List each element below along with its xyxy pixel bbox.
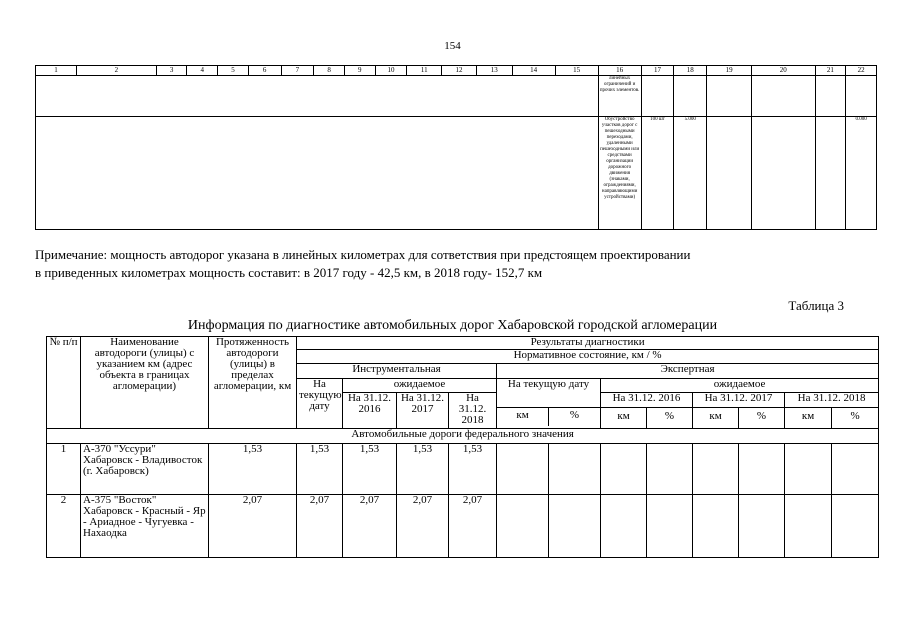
header-instr-2016: На 31.12. 2016 bbox=[343, 393, 397, 429]
empty-cell bbox=[601, 444, 647, 495]
row-instr-2018: 1,53 bbox=[449, 444, 497, 495]
empty-cell bbox=[785, 444, 832, 495]
table-label: Таблица 3 bbox=[788, 298, 844, 313]
empty-cell bbox=[846, 76, 877, 117]
column-number-cell: 16 bbox=[598, 66, 641, 76]
table-title: Информация по диагностике автомобильных дорог Хабаровской городской агломерации bbox=[187, 318, 718, 333]
row-num: 1 bbox=[47, 444, 81, 495]
row-instr-current: 1,53 bbox=[297, 444, 343, 495]
header-instrumental: Инструментальная bbox=[297, 364, 497, 379]
header-exp-2018-label: На 31.12. 2018 bbox=[797, 392, 866, 404]
empty-cell bbox=[832, 444, 879, 495]
header-instr-2017: На 31.12. 2017 bbox=[397, 393, 449, 429]
column-number-cell: 7 bbox=[281, 66, 314, 76]
row-length: 2,07 bbox=[209, 495, 297, 558]
empty-cell bbox=[815, 76, 846, 117]
header-exp-2016-pct: % bbox=[664, 410, 675, 422]
empty-cell bbox=[707, 76, 752, 117]
cell-col18-row2: 5.000 bbox=[674, 117, 707, 230]
empty-cell bbox=[785, 495, 832, 558]
column-number-row bbox=[36, 66, 877, 76]
empty-cell bbox=[739, 495, 785, 558]
cell-col22-row2: 0.000 bbox=[846, 117, 877, 230]
row-num: 2 bbox=[47, 495, 81, 558]
empty-cell bbox=[674, 76, 707, 117]
header-exp-2016-km: км bbox=[601, 408, 647, 428]
header-exp-2017-km: км bbox=[693, 408, 739, 428]
column-number-cell: 14 bbox=[512, 66, 555, 76]
empty-cell bbox=[601, 495, 647, 558]
header-results: Результаты диагностики bbox=[297, 337, 879, 350]
column-number-cell: 2 bbox=[76, 66, 156, 76]
empty-cell bbox=[36, 117, 599, 230]
column-number-cell: 22 bbox=[846, 66, 877, 76]
column-number-cell: 15 bbox=[555, 66, 598, 76]
note-line-2: в приведенных километрах мощность составит: в 2017 году - 42,5 км, в 2018 году- 152,7 км bbox=[35, 265, 543, 280]
header-normative: Нормативное состояние, км / % bbox=[297, 350, 879, 364]
column-number-cell: 12 bbox=[442, 66, 477, 76]
cell-col17-row2: 100 шт bbox=[641, 117, 674, 230]
column-number-cell: 8 bbox=[314, 66, 345, 76]
header-instr-2018: На 31.12. 2018 bbox=[449, 393, 497, 429]
top-continuation-table bbox=[35, 65, 877, 230]
column-number-cell: 6 bbox=[248, 66, 281, 76]
page-number: 154 bbox=[444, 40, 461, 52]
column-number-cell: 5 bbox=[218, 66, 249, 76]
cell-col16-row1: линейных ограничений и прочих элементов. bbox=[598, 76, 641, 117]
cell-col16-row2: Обустройство участков дорог с пешеходными переходами, удаленными пешеходными или средствами организации дорожного движения (знаками, ограждениями, направляющими устройствами) bbox=[598, 117, 641, 230]
empty-cell bbox=[707, 117, 752, 230]
header-exp-current-km: км bbox=[497, 408, 549, 426]
header-name: Наименование автодороги (улицы) с указанием км (адрес объекта в границах агломерации) bbox=[81, 337, 209, 429]
column-number-cell: 13 bbox=[476, 66, 512, 76]
empty-cell bbox=[752, 76, 815, 117]
empty-cell bbox=[497, 495, 549, 558]
row-instr-2017: 1,53 bbox=[397, 444, 449, 495]
column-number-cell: 3 bbox=[156, 66, 187, 76]
empty-cell bbox=[739, 444, 785, 495]
header-expert: Экспертная bbox=[497, 364, 879, 379]
section-heading: Автомобильные дороги федерального значения bbox=[47, 429, 879, 444]
column-number-cell: 10 bbox=[375, 66, 407, 76]
empty-cell bbox=[497, 444, 549, 495]
row-instr-2018: 2,07 bbox=[449, 495, 497, 558]
column-number-cell: 9 bbox=[344, 66, 375, 76]
note bbox=[35, 246, 895, 282]
empty-cell bbox=[693, 444, 739, 495]
row-instr-2016: 2,07 bbox=[343, 495, 397, 558]
header-num: № п/п bbox=[47, 337, 81, 429]
header-exp-2017 bbox=[693, 393, 785, 429]
empty-cell bbox=[832, 495, 879, 558]
column-number-cell: 17 bbox=[641, 66, 674, 76]
header-exp-2016-label: На 31.12. 2016 bbox=[612, 392, 681, 404]
header-exp-2018-km: км bbox=[785, 408, 832, 428]
column-number-cell: 18 bbox=[674, 66, 707, 76]
empty-cell bbox=[641, 76, 674, 117]
table-row bbox=[47, 444, 879, 495]
column-number-cell: 4 bbox=[187, 66, 218, 76]
diagnostics-table bbox=[46, 336, 879, 558]
header-exp-2017-pct: % bbox=[756, 410, 767, 422]
note-line-1: Примечание: мощность автодорог указана в линейных километрах для сответствия при предстоящем проектировании bbox=[35, 247, 691, 262]
empty-cell bbox=[752, 117, 815, 230]
empty-cell bbox=[36, 76, 599, 117]
column-number-cell: 1 bbox=[36, 66, 77, 76]
empty-cell bbox=[549, 444, 601, 495]
row-length: 1,53 bbox=[209, 444, 297, 495]
column-number-cell: 20 bbox=[752, 66, 815, 76]
empty-cell bbox=[549, 495, 601, 558]
header-exp-2016 bbox=[601, 393, 693, 429]
empty-cell bbox=[647, 444, 693, 495]
table-row bbox=[47, 495, 879, 558]
header-instr-expected: ожидаемое bbox=[343, 379, 497, 393]
header-exp-current-label: На текущую дату bbox=[507, 378, 590, 390]
row-instr-current: 2,07 bbox=[297, 495, 343, 558]
header-exp-current bbox=[497, 379, 601, 429]
row-instr-2016: 1,53 bbox=[343, 444, 397, 495]
row-name: А-375 "Восток" Хабаровск - Красный - Яр - Ариадное - Чугуевка - Нахаодка bbox=[81, 495, 209, 558]
header-exp-2018-pct: % bbox=[850, 410, 860, 422]
row-instr-2017: 2,07 bbox=[397, 495, 449, 558]
row-name: А-370 "Уссури" Хабаровск - Владивосток (г. Хабаровск) bbox=[81, 444, 209, 495]
column-number-cell: 19 bbox=[707, 66, 752, 76]
empty-cell bbox=[815, 117, 846, 230]
empty-cell bbox=[647, 495, 693, 558]
column-number-cell: 21 bbox=[815, 66, 846, 76]
header-exp-expected: ожидаемое bbox=[601, 379, 879, 393]
header-length: Протяженность автодороги (улицы) в пределах агломерации, км bbox=[209, 337, 297, 429]
header-exp-2018 bbox=[785, 393, 879, 429]
column-number-cell: 11 bbox=[407, 66, 442, 76]
header-exp-current-pct: % bbox=[569, 409, 580, 421]
header-instr-current: На текущую дату bbox=[297, 379, 343, 429]
empty-cell bbox=[693, 495, 739, 558]
header-exp-2017-label: На 31.12. 2017 bbox=[704, 392, 773, 404]
